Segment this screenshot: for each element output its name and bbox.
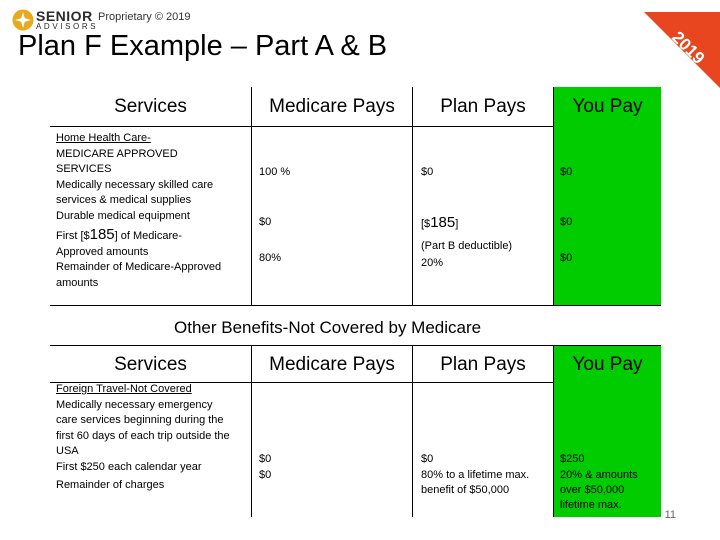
table1-service-line: MEDICARE APPROVED (56, 147, 178, 160)
table2-header-services: Services (114, 354, 187, 375)
table2-header-plan: Plan Pays (440, 354, 526, 375)
you-pay-column-fill-1 (553, 87, 661, 305)
table1-plan-r2-pre: [$ (421, 218, 431, 230)
table1-service-line: Medically necessary skilled care (56, 178, 214, 191)
table2-plan-r2: 80% to a lifetime max. (421, 469, 530, 481)
table2-you-r3: over $50,000 (560, 484, 625, 496)
table1-first-post: ] of Medicare- (114, 230, 182, 242)
table1-first-pre: First [$ (56, 230, 90, 242)
table2-plan-r1: $0 (421, 453, 434, 465)
table1-service-line: services & medical supplies (56, 194, 192, 206)
page-title: Plan F Example – Part A & B (18, 30, 388, 62)
table2-plan-r3: benefit of $50,000 (421, 484, 510, 496)
logo-wordmark-top: SENIOR (36, 8, 93, 24)
table2-you-r1: $250 (560, 453, 585, 465)
table2-service-line: Medically necessary emergency (56, 398, 213, 411)
table1-service-line: amounts (56, 276, 99, 289)
table1-divider-2 (412, 87, 413, 305)
other-benefits-heading: Other Benefits-Not Covered by Medicare (174, 318, 482, 337)
table2-service-line: First $250 each calendar year (56, 460, 202, 473)
senior-advisors-logo-icon (12, 9, 34, 31)
table1-bottom-border (50, 305, 661, 306)
table1-plan-r2-post: ] (455, 218, 459, 230)
year-badge-text: 2019 (668, 27, 709, 68)
table1-service-line: Approved amounts (56, 245, 149, 258)
proprietary-notice: Proprietary © 2019 (98, 11, 191, 23)
table1-header-plan: Plan Pays (440, 96, 526, 117)
table1-plan-r2 (421, 215, 458, 233)
table1-header-services: Services (114, 96, 187, 117)
table2-top-border (50, 345, 661, 346)
table1-medicare-r3: 80% (259, 252, 282, 264)
table1-first-num: 185 (89, 226, 115, 243)
table1-service-line: Remainder of Medicare-Approved (56, 261, 222, 273)
table1-service-line: SERVICES (56, 163, 112, 175)
table1-divider-3 (553, 87, 554, 305)
table2-services-cell (56, 382, 250, 494)
table1-you-r2: $0 (560, 216, 573, 228)
table1-plan-r2-num: 185 (430, 214, 456, 231)
table1-medicare-r1: 100 % (259, 166, 291, 178)
table1-plan-r3b: 20% (421, 257, 444, 269)
table1-header-medicare: Medicare Pays (269, 96, 395, 117)
table2-service-line: USA (56, 445, 79, 457)
table1-plan-r1: $0 (421, 166, 434, 178)
page-number: 11 (664, 509, 676, 521)
table1-medicare-r2: $0 (259, 216, 272, 228)
table1-service-title: Home Health Care- (56, 132, 151, 144)
table1-you-r1: $0 (560, 166, 573, 178)
table2-header-medicare: Medicare Pays (269, 354, 395, 375)
table1-header-divider (50, 126, 553, 127)
table2-medicare-r1: $0 (259, 453, 272, 465)
table1-services-cell (56, 131, 248, 291)
table2-header-you: You Pay (572, 354, 643, 375)
table2-service-line: care services beginning during the (56, 414, 224, 426)
table1-header-you: You Pay (572, 96, 643, 117)
table1-you-r3: $0 (560, 252, 573, 264)
table2-you-r4: lifetime max. (560, 499, 622, 511)
table2-medicare-r2: $0 (259, 469, 272, 481)
logo-wordmark-bottom: ADVISORS (36, 22, 99, 31)
table2-you-r2: 20% & amounts (560, 469, 638, 481)
table1-divider-1 (251, 87, 252, 305)
table2-service-line: first 60 days of each trip outside the (56, 429, 230, 442)
table2-service-title: Foreign Travel-Not Covered (56, 383, 192, 395)
table2-service-line: Remainder of charges (56, 479, 165, 491)
table1-service-line: Durable medical equipment (56, 209, 190, 222)
table1-plan-r3a: (Part B deductible) (421, 240, 513, 252)
